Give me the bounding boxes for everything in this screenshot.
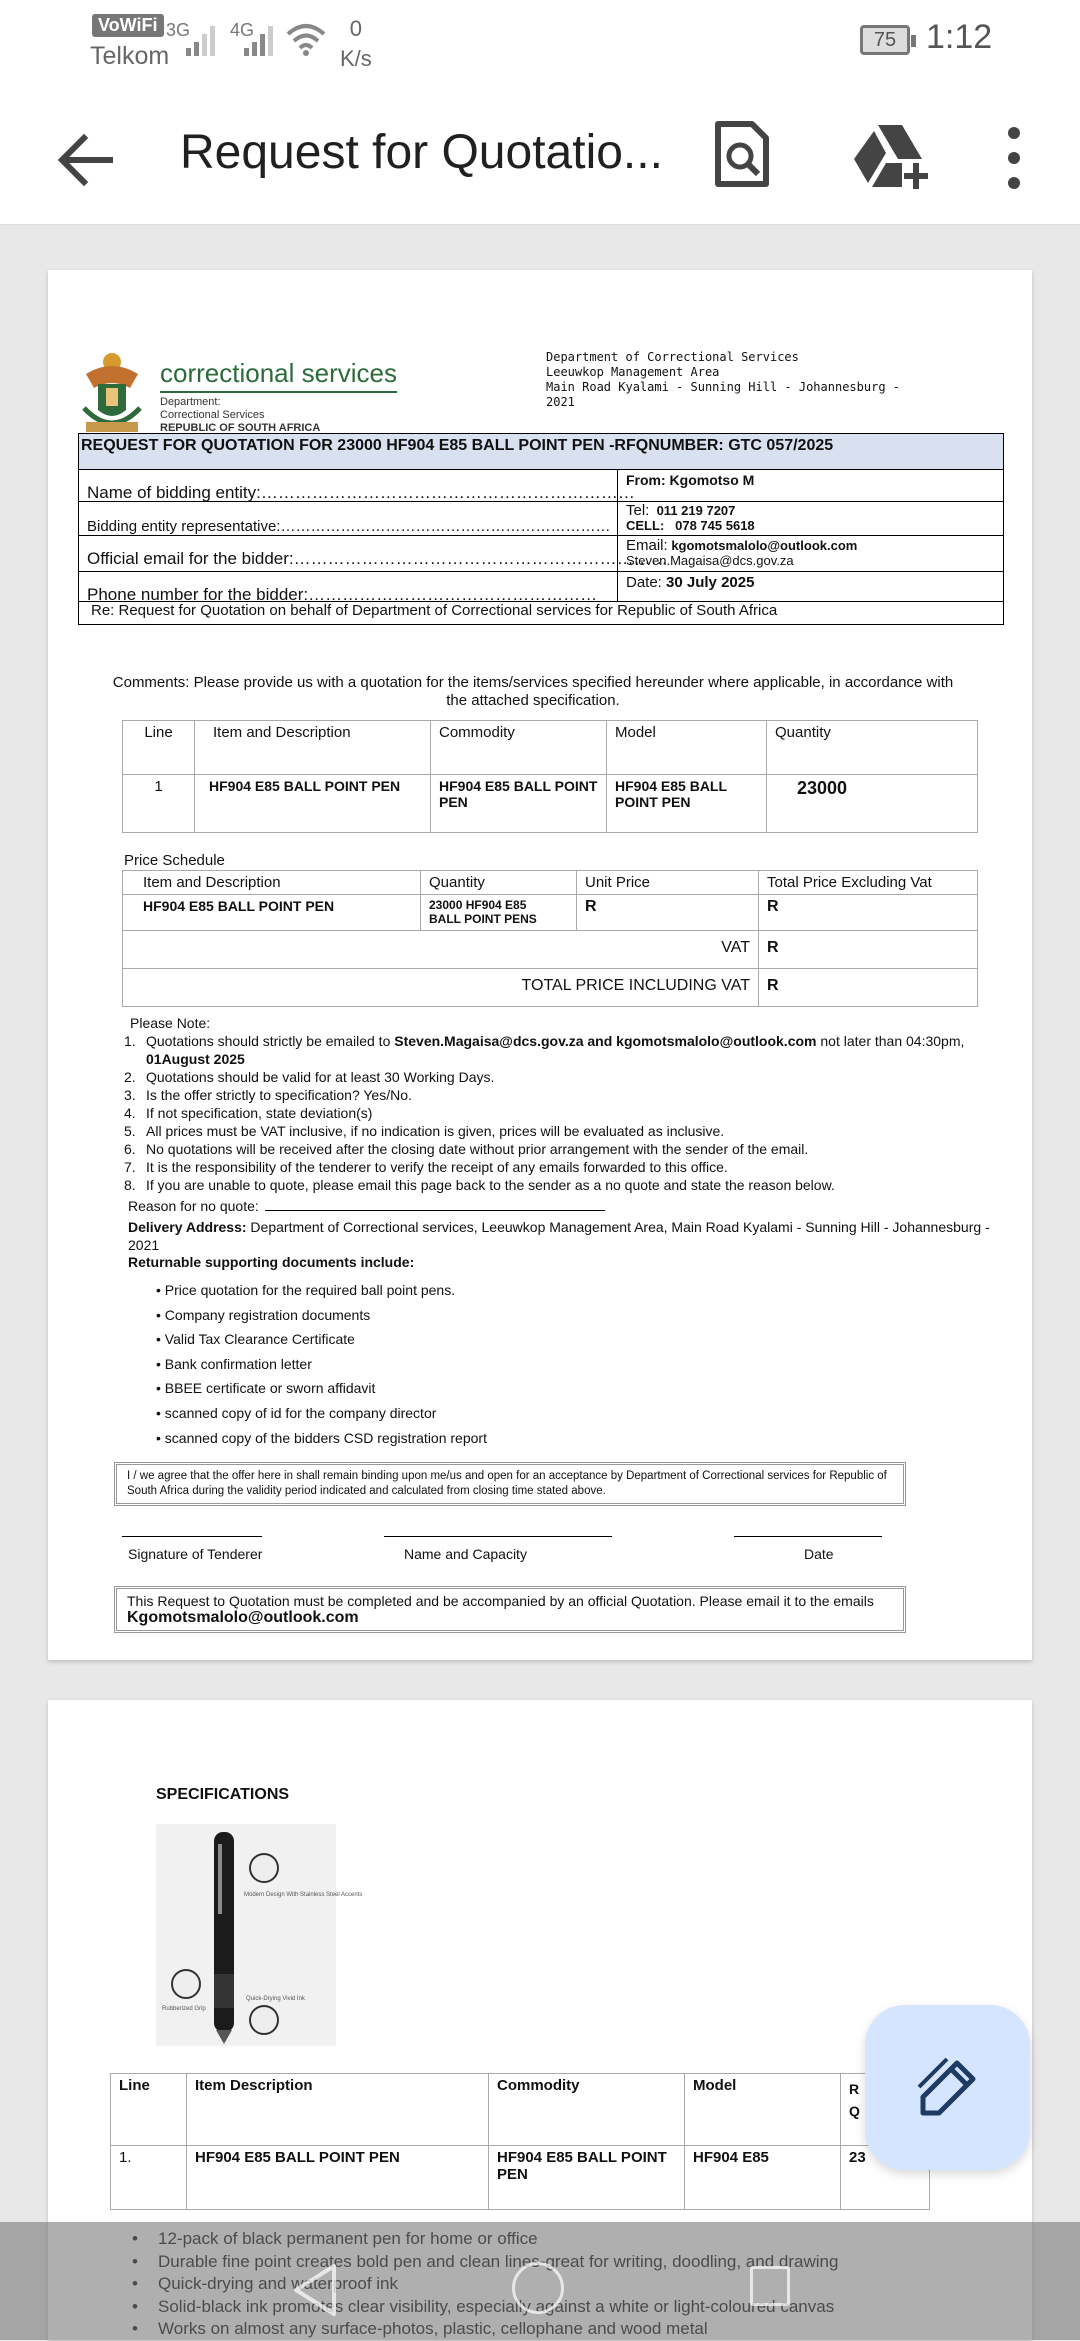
list-item: 4. If not specification, state deviation(s) — [124, 1105, 373, 1121]
table-cell: HF904 E85 BALL POINT PEN — [123, 895, 421, 931]
battery-icon: 75 — [860, 25, 910, 55]
name-capacity-label: Name and Capacity — [404, 1546, 527, 1562]
table-header: Line — [111, 2074, 187, 2146]
table-header: Commodity — [431, 721, 607, 775]
table-header: Item and Description — [123, 871, 421, 895]
svg-text:Quick-Drying Vivid Ink: Quick-Drying Vivid Ink — [246, 1996, 305, 2002]
logo-name: correctional services — [160, 358, 397, 393]
table-cell: HF904 E85 BALL POINT PEN — [607, 775, 767, 833]
table-header: Commodity — [489, 2074, 685, 2146]
table-header: Quantity — [767, 721, 978, 775]
clock: 1:12 — [926, 18, 993, 56]
list-item: • scanned copy of id for the company director — [156, 1404, 437, 1421]
nav-home-icon[interactable] — [512, 2262, 564, 2314]
total-value: R — [759, 969, 978, 1007]
google-drive-add-icon[interactable] — [850, 123, 930, 189]
table-cell: 23 — [841, 2146, 930, 2210]
total-label: TOTAL PRICE INCLUDING VAT — [123, 969, 759, 1007]
document-page-1 — [48, 270, 1032, 1660]
list-item: 7. It is the responsibility of the tenderer to verify the receipt of any emails forwarded to this office. — [124, 1159, 728, 1175]
comments-text: Comments: Please provide us with a quotation for the items/services specified hereunder where applicable, in accordance with the attached specification. — [112, 674, 954, 709]
table-header: Item and Description — [195, 721, 431, 775]
list-item: • Price quotation for the required ball point pens. — [156, 1282, 456, 1298]
representative-field: Bidding entity representative:………………………………………………………… — [87, 518, 611, 535]
signature-label: Signature of Tenderer — [128, 1546, 263, 1562]
nav-back-icon[interactable] — [290, 2262, 340, 2318]
more-vertical-icon[interactable] — [998, 123, 1030, 193]
list-item: • BBEE certificate or sworn affidavit — [156, 1380, 376, 1397]
pen-image — [156, 1824, 363, 2046]
svg-text:Modern Design With Stainless S: Modern Design With Stainless Steel Accents — [244, 1892, 363, 1898]
returnable-title: Returnable supporting documents include: — [128, 1254, 415, 1270]
returnable-list — [156, 1278, 487, 1450]
table-cell: R — [577, 895, 759, 931]
request-header-table — [78, 433, 1004, 625]
sim2-network: 4G — [230, 20, 255, 40]
items-table — [122, 720, 978, 833]
table-cell: HF904 E85 BALL POINT PEN — [431, 775, 607, 833]
table-cell: 23000 HF904 E85 BALL POINT PENS — [421, 895, 577, 931]
table-cell: HF904 E85 BALL POINT PEN — [489, 2146, 685, 2210]
list-item: 5. All prices must be VAT inclusive, if no indication is given, prices will be evaluated as inclusive. — [124, 1123, 725, 1139]
from-field: From: Kgomotso M — [617, 470, 754, 501]
table-cell: R — [759, 895, 978, 931]
list-item: • Valid Tax Clearance Certificate — [156, 1331, 355, 1348]
table-header: Quantity — [421, 871, 577, 895]
re-line: Re: Request for Quotation on behalf of Department of Correctional services for Republic of South Africa — [91, 602, 778, 619]
table-cell: 23000 — [767, 775, 978, 833]
phone-contact: Tel: 011 219 7207 CELL: 078 745 5618 — [617, 502, 755, 535]
notes-title: Please Note: — [130, 1015, 211, 1031]
list-item: 2. Quotations should be valid for at least 30 Working Days. — [124, 1069, 495, 1085]
notes-list — [124, 1014, 994, 1194]
coat-of-arms-logo — [76, 348, 148, 434]
table-header: Line — [123, 721, 195, 775]
vat-value: R — [759, 931, 978, 969]
specification-table — [110, 2073, 930, 2210]
date-line — [734, 1536, 882, 1537]
date-label: Date — [804, 1546, 834, 1562]
table-header: Model — [607, 721, 767, 775]
carrier-name: Telkom — [90, 42, 170, 70]
list-item: 1. Quotations should strictly be emailed to Steven.Magaisa@dcs.gov.za and kgomotsmalolo@outlook.com not later than 04:30pm, 01August 2025 — [124, 1033, 965, 1067]
signature-line — [122, 1536, 262, 1537]
logo-subtitle: Department: Correctional Services REPUBLIC OF SOUTH AFRICA — [160, 396, 321, 434]
list-item: • scanned copy of the bidders CSD registration report — [156, 1429, 487, 1446]
table-header: Model — [685, 2074, 841, 2146]
final-note: This Request to Quotation must be completed and be accompanied by an official Quotation. Please email it to the emails Kgomotsmalolo@outlook.com — [114, 1586, 906, 1633]
bidder-email-field: Official email for the bidder:………………………………………………………… — [87, 549, 668, 568]
table-cell: 1 — [123, 775, 195, 833]
list-item: • Bank confirmation letter — [156, 1355, 312, 1372]
system-nav-bar — [0, 2222, 1080, 2340]
list-item: 6. No quotations will be received after the closing date without prior arrangement with the sender of the email. — [124, 1141, 809, 1157]
table-header: Unit Price — [577, 871, 759, 895]
email-contact: Email: kgomotsmalolo@outlook.com Steven.Magaisa@dcs.gov.za — [617, 536, 857, 571]
bidder-phone-field: Phone number for the bidder:…………………………………………… — [87, 585, 598, 604]
table-header: Item Description — [187, 2074, 489, 2146]
price-schedule-table — [122, 870, 978, 1007]
document-search-icon[interactable] — [712, 120, 772, 190]
department-address: Department of Correctional Services Leeuwkop Management Area Main Road Kyalami - Sunning Hill - Johannesburg - 2021 — [546, 350, 901, 409]
list-item: 3. Is the offer strictly to specification? Yes/No. — [124, 1087, 412, 1103]
delivery-address: Delivery Address: Department of Correctional services, Leeuwkop Management Area, Main Road Kyalami - Sunning Hill - Johannesburg - 2021 — [128, 1219, 990, 1253]
vat-label: VAT — [123, 931, 759, 969]
table-cell: 1. — [111, 2146, 187, 2210]
app-bar — [0, 85, 1080, 225]
network-speed: 0 K/s — [340, 16, 372, 71]
nav-recents-icon[interactable] — [750, 2266, 790, 2306]
price-schedule-label: Price Schedule — [124, 852, 225, 869]
wifi-icon — [286, 22, 326, 56]
edit-pen-icon — [917, 2057, 979, 2119]
svg-text:Rubberized Grip: Rubberized Grip — [162, 2006, 206, 2012]
bidding-entity-field: Name of bidding entity:………………………………………………………… — [87, 483, 635, 502]
name-capacity-line — [384, 1536, 612, 1537]
reason-for-no-quote: Reason for no quote: — [128, 1198, 605, 1214]
document-title: Request for Quotatio... — [180, 126, 663, 179]
table-header: Total Price Excluding Vat — [759, 871, 978, 895]
request-title: REQUEST FOR QUOTATION FOR 23000 HF904 E85 BALL POINT PEN -RFQNUMBER: GTC 057/2025 — [79, 434, 1003, 470]
vowifi-badge: VoWiFi — [92, 14, 164, 37]
table-cell: HF904 E85 BALL POINT PEN — [187, 2146, 489, 2210]
sim1-network: 3G — [166, 20, 191, 40]
edit-fab-button[interactable] — [865, 2005, 1030, 2170]
agreement-box: I / we agree that the offer here in shall remain binding upon me/us and open for an acceptance by Department of Correctional services for Republic of South Africa during the validity period indicated and calculated from closing time stated above. — [114, 1462, 906, 1506]
list-item: • Company registration documents — [156, 1306, 371, 1323]
table-header: R Q — [841, 2074, 930, 2146]
table-cell: HF904 E85 — [685, 2146, 841, 2210]
table-cell: HF904 E85 BALL POINT PEN — [195, 775, 431, 833]
status-bar — [0, 0, 1080, 85]
arrow-left-icon[interactable] — [50, 125, 120, 195]
date-field: Date: 30 July 2025 — [617, 572, 754, 601]
list-item: 8. If you are unable to quote, please email this page back to the sender as a no quote and state the reason below. — [124, 1177, 835, 1193]
specifications-title: SPECIFICATIONS — [156, 1786, 290, 1803]
